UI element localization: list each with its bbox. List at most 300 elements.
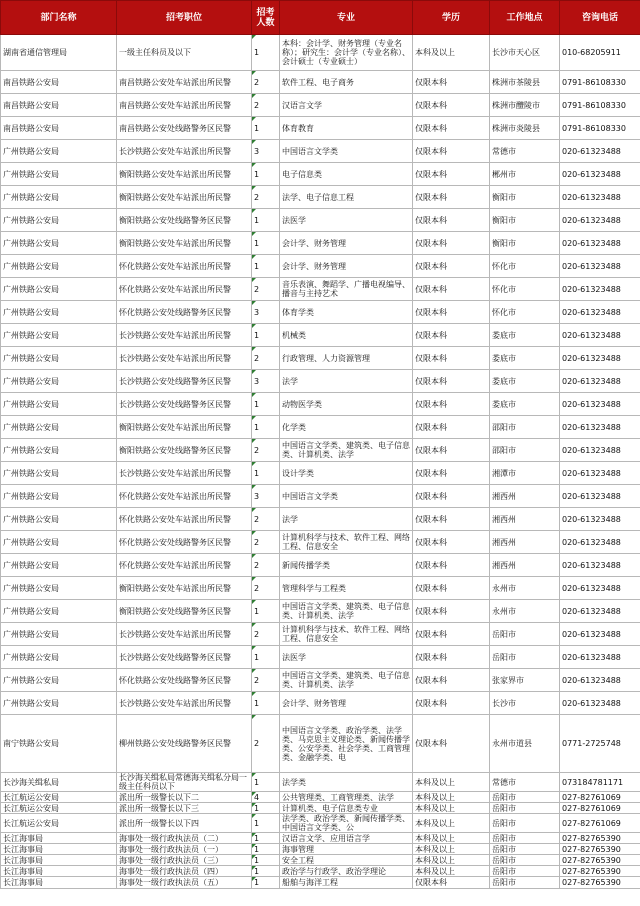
headcount-cell: 1: [252, 117, 280, 140]
major-cell: 化学类: [280, 416, 413, 439]
headcount-cell: 2: [252, 347, 280, 370]
headcount-cell: 3: [252, 140, 280, 163]
header-position: 招考职位: [117, 1, 252, 35]
major-cell: 中国语言文学类: [280, 140, 413, 163]
major-cell: 海事管理: [280, 844, 413, 855]
major-cell: 计算机科学与技术、软件工程、网络工程、信息安全: [280, 531, 413, 554]
headcount-cell: 2: [252, 71, 280, 94]
position-cell: 海事处一级行政执法员（二）: [117, 833, 252, 844]
position-cell: 长沙铁路公安处线路警务区民警: [117, 646, 252, 669]
location-cell: 岳阳市: [490, 803, 560, 814]
location-cell: 怀化市: [490, 255, 560, 278]
position-cell: 长沙铁路公安处车站派出所民警: [117, 324, 252, 347]
position-cell: 长沙铁路公安处车站派出所民警: [117, 692, 252, 715]
location-cell: 长沙市天心区: [490, 35, 560, 71]
headcount-cell: 2: [252, 577, 280, 600]
headcount-cell: 1: [252, 209, 280, 232]
phone-cell: 010-68205911: [560, 35, 640, 71]
position-cell: 南昌铁路公安处车站派出所民警: [117, 94, 252, 117]
major-cell: 体育教育: [280, 117, 413, 140]
education-cell: 仅限本科: [413, 186, 490, 209]
phone-cell: 020-61323488: [560, 370, 640, 393]
location-cell: 郴州市: [490, 163, 560, 186]
location-cell: 常德市: [490, 140, 560, 163]
department-cell: 广州铁路公安局: [1, 600, 117, 623]
table-body: [1, 35, 640, 889]
department-cell: 湖南省通信管理局: [1, 35, 117, 71]
department-cell: 广州铁路公安局: [1, 301, 117, 324]
location-cell: 湘西州: [490, 531, 560, 554]
table-row: [1, 623, 640, 646]
table-row: [1, 324, 640, 347]
headcount-cell: 1: [252, 844, 280, 855]
location-cell: 怀化市: [490, 301, 560, 324]
table-row: [1, 833, 640, 844]
education-cell: 仅限本科: [413, 646, 490, 669]
education-cell: 仅限本科: [413, 209, 490, 232]
location-cell: 常德市: [490, 773, 560, 792]
location-cell: 湘潭市: [490, 462, 560, 485]
position-cell: 一级主任科员及以下: [117, 35, 252, 71]
education-cell: 本科及以上: [413, 803, 490, 814]
headcount-cell: 1: [252, 232, 280, 255]
position-cell: 长沙铁路公安处线路警务区民警: [117, 393, 252, 416]
phone-cell: 020-61323488: [560, 186, 640, 209]
phone-cell: 020-61323488: [560, 324, 640, 347]
department-cell: 广州铁路公安局: [1, 324, 117, 347]
department-cell: 长江航运公安局: [1, 803, 117, 814]
education-cell: 本科及以上: [413, 833, 490, 844]
phone-cell: 020-61323488: [560, 347, 640, 370]
education-cell: 仅限本科: [413, 669, 490, 692]
table-row: [1, 186, 640, 209]
table-row: [1, 803, 640, 814]
phone-cell: 020-61323488: [560, 301, 640, 324]
education-cell: 本科及以上: [413, 773, 490, 792]
department-cell: 广州铁路公安局: [1, 347, 117, 370]
headcount-cell: 1: [252, 416, 280, 439]
phone-cell: 073184781171: [560, 773, 640, 792]
location-cell: 张家界市: [490, 669, 560, 692]
location-cell: 娄底市: [490, 347, 560, 370]
education-cell: 本科及以上: [413, 866, 490, 877]
major-cell: 会计学、财务管理: [280, 255, 413, 278]
major-cell: 体育学类: [280, 301, 413, 324]
department-cell: 南宁铁路公安局: [1, 715, 117, 773]
table-row: [1, 209, 640, 232]
header-department: 部门名称: [1, 1, 117, 35]
position-cell: 长沙铁路公安处车站派出所民警: [117, 347, 252, 370]
major-cell: 机械类: [280, 324, 413, 347]
phone-cell: 027-82765390: [560, 844, 640, 855]
header-phone: 咨询电话: [560, 1, 640, 35]
phone-cell: 020-61323488: [560, 255, 640, 278]
headcount-cell: 1: [252, 803, 280, 814]
department-cell: 广州铁路公安局: [1, 186, 117, 209]
major-cell: 法医学: [280, 646, 413, 669]
phone-cell: 020-61323488: [560, 508, 640, 531]
department-cell: 长江海事局: [1, 877, 117, 889]
department-cell: 广州铁路公安局: [1, 370, 117, 393]
department-cell: 广州铁路公安局: [1, 531, 117, 554]
position-cell: 衡阳铁路公安处车站派出所民警: [117, 416, 252, 439]
headcount-cell: 1: [252, 866, 280, 877]
table-row: [1, 117, 640, 140]
position-cell: 派出所一级警长以下二: [117, 792, 252, 803]
department-cell: 长江海事局: [1, 866, 117, 877]
position-cell: 长沙铁路公安处车站派出所民警: [117, 462, 252, 485]
education-cell: 仅限本科: [413, 301, 490, 324]
location-cell: 永州市道县: [490, 715, 560, 773]
department-cell: 长江航运公安局: [1, 792, 117, 803]
phone-cell: 020-61323488: [560, 439, 640, 462]
department-cell: 长江海事局: [1, 833, 117, 844]
position-cell: 海事处一级行政执法员（五）: [117, 877, 252, 889]
location-cell: 永州市: [490, 577, 560, 600]
phone-cell: 0791-86108330: [560, 94, 640, 117]
position-cell: 长沙铁路公安处车站派出所民警: [117, 140, 252, 163]
department-cell: 广州铁路公安局: [1, 416, 117, 439]
major-cell: 公共管理类、工商管理类、法学: [280, 792, 413, 803]
education-cell: 仅限本科: [413, 347, 490, 370]
position-cell: 衡阳铁路公安处车站派出所民警: [117, 232, 252, 255]
phone-cell: 027-82765390: [560, 866, 640, 877]
header-location: 工作地点: [490, 1, 560, 35]
headcount-cell: 1: [252, 600, 280, 623]
headcount-cell: 1: [252, 855, 280, 866]
phone-cell: 020-61323488: [560, 554, 640, 577]
education-cell: 仅限本科: [413, 715, 490, 773]
major-cell: 计算机科学与技术、软件工程、网络工程、信息安全: [280, 623, 413, 646]
department-cell: 长江海事局: [1, 855, 117, 866]
phone-cell: 0791-86108330: [560, 117, 640, 140]
education-cell: 仅限本科: [413, 255, 490, 278]
location-cell: 永州市: [490, 600, 560, 623]
major-cell: 管理科学与工程类: [280, 577, 413, 600]
department-cell: 广州铁路公安局: [1, 485, 117, 508]
education-cell: 仅限本科: [413, 554, 490, 577]
education-cell: 仅限本科: [413, 416, 490, 439]
table-row: [1, 531, 640, 554]
education-cell: 仅限本科: [413, 117, 490, 140]
education-cell: 仅限本科: [413, 600, 490, 623]
table-row: [1, 301, 640, 324]
education-cell: 本科及以上: [413, 844, 490, 855]
education-cell: 仅限本科: [413, 439, 490, 462]
major-cell: 中国语言文学类、建筑类、电子信息类、计算机类、法学: [280, 439, 413, 462]
department-cell: 南昌铁路公安局: [1, 94, 117, 117]
location-cell: 岳阳市: [490, 833, 560, 844]
major-cell: 计算机类、电子信息类专业: [280, 803, 413, 814]
education-cell: 仅限本科: [413, 140, 490, 163]
education-cell: 本科及以上: [413, 35, 490, 71]
position-cell: 怀化铁路公安处车站派出所民警: [117, 508, 252, 531]
position-cell: 海事处一级行政执法员（四）: [117, 866, 252, 877]
table-row: [1, 347, 640, 370]
headcount-cell: 1: [252, 814, 280, 833]
department-cell: 广州铁路公安局: [1, 646, 117, 669]
department-cell: 广州铁路公安局: [1, 554, 117, 577]
department-cell: 广州铁路公安局: [1, 209, 117, 232]
major-cell: 行政管理、人力资源管理: [280, 347, 413, 370]
phone-cell: 020-61323488: [560, 393, 640, 416]
headcount-cell: 2: [252, 186, 280, 209]
major-cell: 音乐表演、舞蹈学、广播电视编导、播音与主持艺术: [280, 278, 413, 301]
department-cell: 广州铁路公安局: [1, 508, 117, 531]
major-cell: 中国语言文学类、建筑类、电子信息类、计算机类、法学: [280, 669, 413, 692]
position-cell: 长沙铁路公安处车站派出所民警: [117, 623, 252, 646]
major-cell: 法学、电子信息工程: [280, 186, 413, 209]
position-cell: 衡阳铁路公安处车站派出所民警: [117, 577, 252, 600]
location-cell: 岳阳市: [490, 646, 560, 669]
location-cell: 长沙市: [490, 692, 560, 715]
position-cell: 衡阳铁路公安处线路警务区民警: [117, 439, 252, 462]
education-cell: 仅限本科: [413, 71, 490, 94]
education-cell: 仅限本科: [413, 278, 490, 301]
table-row: [1, 600, 640, 623]
department-cell: 南昌铁路公安局: [1, 117, 117, 140]
headcount-cell: 1: [252, 255, 280, 278]
location-cell: 湘西州: [490, 508, 560, 531]
table-row: [1, 71, 640, 94]
major-cell: 会计学、财务管理: [280, 692, 413, 715]
phone-cell: 020-61323488: [560, 646, 640, 669]
position-cell: 怀化铁路公安处车站派出所民警: [117, 554, 252, 577]
position-cell: 衡阳铁路公安处线路警务区民警: [117, 209, 252, 232]
education-cell: 仅限本科: [413, 324, 490, 347]
education-cell: 仅限本科: [413, 508, 490, 531]
table-row: [1, 577, 640, 600]
headcount-cell: 2: [252, 623, 280, 646]
headcount-cell: 1: [252, 35, 280, 71]
headcount-cell: 2: [252, 669, 280, 692]
location-cell: 邵阳市: [490, 439, 560, 462]
location-cell: 株洲市醴陵市: [490, 94, 560, 117]
table-row: [1, 163, 640, 186]
location-cell: 湘西州: [490, 554, 560, 577]
department-cell: 长江海事局: [1, 844, 117, 855]
department-cell: 长江航运公安局: [1, 814, 117, 833]
education-cell: 仅限本科: [413, 393, 490, 416]
education-cell: 仅限本科: [413, 94, 490, 117]
location-cell: 衡阳市: [490, 209, 560, 232]
headcount-cell: 4: [252, 792, 280, 803]
position-cell: 衡阳铁路公安处线路警务区民警: [117, 600, 252, 623]
major-cell: 设计学类: [280, 462, 413, 485]
location-cell: 岳阳市: [490, 623, 560, 646]
location-cell: 娄底市: [490, 393, 560, 416]
department-cell: 广州铁路公安局: [1, 692, 117, 715]
major-cell: 软件工程、电子商务: [280, 71, 413, 94]
table-row: [1, 715, 640, 773]
headcount-cell: 3: [252, 370, 280, 393]
education-cell: 本科及以上: [413, 792, 490, 803]
table-row: [1, 462, 640, 485]
headcount-cell: 2: [252, 715, 280, 773]
major-cell: 法学类: [280, 773, 413, 792]
table-row: [1, 94, 640, 117]
education-cell: 仅限本科: [413, 531, 490, 554]
major-cell: 汉语言文学、应用语言学: [280, 833, 413, 844]
headcount-cell: 2: [252, 531, 280, 554]
location-cell: 岳阳市: [490, 792, 560, 803]
headcount-cell: 1: [252, 833, 280, 844]
table-row: [1, 554, 640, 577]
location-cell: 岳阳市: [490, 855, 560, 866]
phone-cell: 020-61323488: [560, 577, 640, 600]
position-cell: 海事处一级行政执法员（三）: [117, 855, 252, 866]
department-cell: 广州铁路公安局: [1, 232, 117, 255]
position-cell: 南昌铁路公安处线路警务区民警: [117, 117, 252, 140]
major-cell: 汉语言文学: [280, 94, 413, 117]
department-cell: 长沙海关缉私局: [1, 773, 117, 792]
phone-cell: 027-82761069: [560, 814, 640, 833]
department-cell: 广州铁路公安局: [1, 439, 117, 462]
location-cell: 岳阳市: [490, 866, 560, 877]
education-cell: 仅限本科: [413, 462, 490, 485]
phone-cell: 020-61323488: [560, 692, 640, 715]
headcount-cell: 2: [252, 554, 280, 577]
headcount-cell: 3: [252, 485, 280, 508]
table-row: [1, 35, 640, 71]
position-cell: 怀化铁路公安处车站派出所民警: [117, 485, 252, 508]
department-cell: 南昌铁路公安局: [1, 71, 117, 94]
phone-cell: 020-61323488: [560, 209, 640, 232]
table-row: [1, 370, 640, 393]
table-row: [1, 773, 640, 792]
position-cell: 南昌铁路公安处车站派出所民警: [117, 71, 252, 94]
location-cell: 娄底市: [490, 370, 560, 393]
major-cell: 法学: [280, 508, 413, 531]
header-major: 专业: [280, 1, 413, 35]
major-cell: 新闻传播学类: [280, 554, 413, 577]
phone-cell: 027-82765390: [560, 877, 640, 889]
table-row: [1, 866, 640, 877]
header-education: 学历: [413, 1, 490, 35]
position-cell: 怀化铁路公安处线路警务区民警: [117, 301, 252, 324]
position-cell: 怀化铁路公安处线路警务区民警: [117, 531, 252, 554]
major-cell: 船舶与海洋工程: [280, 877, 413, 889]
position-cell: 怀化铁路公安处车站派出所民警: [117, 278, 252, 301]
major-cell: 安全工程: [280, 855, 413, 866]
phone-cell: 0771-2725748: [560, 715, 640, 773]
headcount-cell: 2: [252, 439, 280, 462]
phone-cell: 027-82761069: [560, 803, 640, 814]
education-cell: 本科及以上: [413, 855, 490, 866]
position-cell: 怀化铁路公安处线路警务区民警: [117, 669, 252, 692]
phone-cell: 020-61323488: [560, 600, 640, 623]
phone-cell: 020-61323488: [560, 485, 640, 508]
phone-cell: 020-61323488: [560, 278, 640, 301]
major-cell: 本科：会计学、财务管理（专业名称）；研究生：会计学（专业名称）、会计硕士（专业硕士）: [280, 35, 413, 71]
department-cell: 广州铁路公安局: [1, 278, 117, 301]
department-cell: 广州铁路公安局: [1, 669, 117, 692]
department-cell: 广州铁路公安局: [1, 163, 117, 186]
header-headcount: 招考人数: [252, 1, 280, 35]
headcount-cell: 1: [252, 163, 280, 186]
table-row: [1, 646, 640, 669]
department-cell: 广州铁路公安局: [1, 393, 117, 416]
table-row: [1, 232, 640, 255]
table-row: [1, 393, 640, 416]
position-cell: 长沙海关缉私局常德海关缉私分局一级主任科员以下: [117, 773, 252, 792]
headcount-cell: 2: [252, 508, 280, 531]
location-cell: 怀化市: [490, 278, 560, 301]
education-cell: 本科及以上: [413, 814, 490, 833]
education-cell: 仅限本科: [413, 623, 490, 646]
major-cell: 法医学: [280, 209, 413, 232]
table-row: [1, 485, 640, 508]
location-cell: 娄底市: [490, 324, 560, 347]
phone-cell: 027-82765390: [560, 833, 640, 844]
education-cell: 仅限本科: [413, 232, 490, 255]
position-cell: 衡阳铁路公安处车站派出所民警: [117, 163, 252, 186]
education-cell: 仅限本科: [413, 577, 490, 600]
phone-cell: 020-61323488: [560, 462, 640, 485]
phone-cell: 020-61323488: [560, 416, 640, 439]
position-cell: 柳州铁路公安处线路警务区民警: [117, 715, 252, 773]
phone-cell: 027-82765390: [560, 855, 640, 866]
department-cell: 广州铁路公安局: [1, 140, 117, 163]
position-cell: 长沙铁路公安处线路警务区民警: [117, 370, 252, 393]
education-cell: 仅限本科: [413, 692, 490, 715]
major-cell: 动物医学类: [280, 393, 413, 416]
location-cell: 湘西州: [490, 485, 560, 508]
headcount-cell: 2: [252, 94, 280, 117]
department-cell: 广州铁路公安局: [1, 255, 117, 278]
department-cell: 广州铁路公安局: [1, 577, 117, 600]
table-row: [1, 140, 640, 163]
phone-cell: 020-61323488: [560, 232, 640, 255]
education-cell: 仅限本科: [413, 485, 490, 508]
headcount-cell: 2: [252, 278, 280, 301]
headcount-cell: 1: [252, 773, 280, 792]
location-cell: 株洲市炎陵县: [490, 117, 560, 140]
major-cell: 中国语言文学类、建筑类、电子信息类、计算机类、法学: [280, 600, 413, 623]
headcount-cell: 1: [252, 462, 280, 485]
phone-cell: 020-61323488: [560, 163, 640, 186]
position-cell: 衡阳铁路公安处车站派出所民警: [117, 186, 252, 209]
major-cell: 中国语言文学类、政治学类、法学类、马克思主义理论类、新闻传播学类、公安学类、社会学类、工商管理类、金融学类、电: [280, 715, 413, 773]
table-row: [1, 669, 640, 692]
location-cell: 衡阳市: [490, 232, 560, 255]
education-cell: 仅限本科: [413, 370, 490, 393]
table-row: [1, 692, 640, 715]
phone-cell: 020-61323488: [560, 140, 640, 163]
phone-cell: 020-61323488: [560, 623, 640, 646]
headcount-cell: 1: [252, 877, 280, 889]
table-row: [1, 508, 640, 531]
table-row: [1, 855, 640, 866]
major-cell: 法学: [280, 370, 413, 393]
location-cell: 岳阳市: [490, 877, 560, 889]
table-row: [1, 814, 640, 833]
table-row: [1, 439, 640, 462]
position-cell: 海事处一级行政执法员（一）: [117, 844, 252, 855]
department-cell: 广州铁路公安局: [1, 462, 117, 485]
major-cell: 法学类、政治学类、新闻传播学类、中国语言文学类、公: [280, 814, 413, 833]
table-row: [1, 792, 640, 803]
major-cell: 中国语言文学类: [280, 485, 413, 508]
phone-cell: 027-82761069: [560, 792, 640, 803]
education-cell: 仅限本科: [413, 877, 490, 889]
location-cell: 岳阳市: [490, 844, 560, 855]
phone-cell: 0791-86108330: [560, 71, 640, 94]
headcount-cell: 3: [252, 301, 280, 324]
table-row: [1, 255, 640, 278]
header-row: [1, 1, 640, 35]
location-cell: 邵阳市: [490, 416, 560, 439]
